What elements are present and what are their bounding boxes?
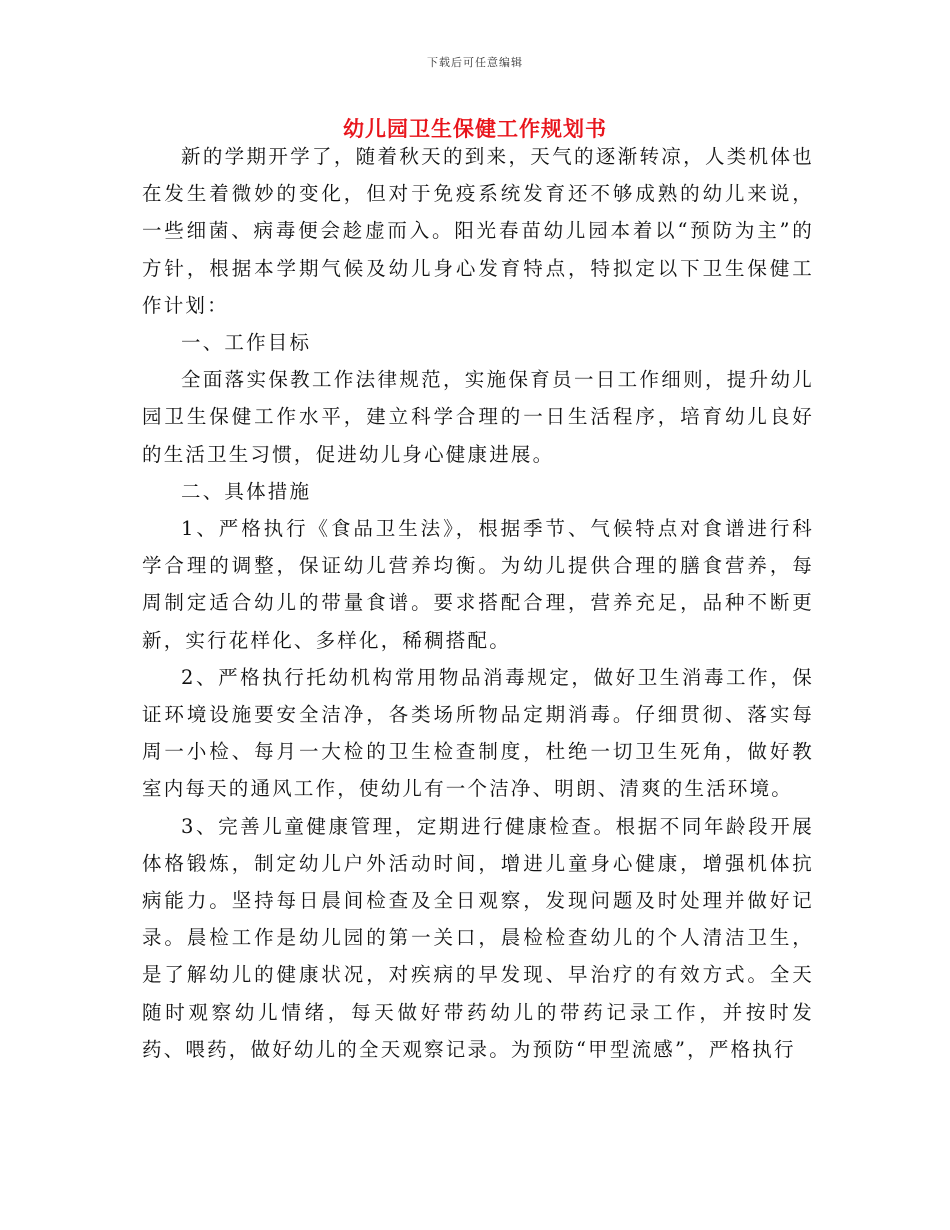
paragraph-measure-3: 3、完善儿童健康管理，定期进行健康检查。根据不同年龄段开展体格锻炼，制定幼儿户外活动时间，增进儿童身心健康，增强机体抗病能力。坚持每日晨间检查及全日观察，发现问题及时处理并做好记录。晨检工作是幼儿园的第一关口，晨检检查幼儿的个人清洁卫生，是了解幼儿的健康状况，对疾病的早发现、早治疗的有效方式。全天随时观察幼儿情绪，每天做好带药幼儿的带药记录工作，并按时发药、喂药，做好幼儿的全天观察记录。为预防“甲型流感”，严格执行 (142, 814, 814, 1061)
document-title: 幼儿园卫生保健工作规划书 (343, 116, 607, 141)
document-body (142, 138, 814, 1068)
section-heading-goals: 一、工作目标 (181, 331, 312, 355)
header-note: 下载后可任意编辑 (427, 56, 523, 69)
paragraph-goals: 全面落实保教工作法律规范，实施保育员一日工作细则，提升幼儿园卫生保健工作水平，建立科学合理的一日生活程序，培育幼儿良好的生活卫生习惯，促进幼儿身心健康进展。 (142, 368, 814, 466)
section-heading-measures: 二、具体措施 (181, 479, 312, 503)
paragraph-measure-2: 2、严格执行托幼机构常用物品消毒规定，做好卫生消毒工作，保证环境设施要安全洁净，各类场所物品定期消毒。仔细贯彻、落实每周一小检、每月一大检的卫生检查制度，杜绝一切卫生死角，做好教室内每天的通风工作，使幼儿有一个洁净、明朗、清爽的生活环境。 (142, 665, 814, 801)
paragraph-measure-1: 1、严格执行《食品卫生法》，根据季节、气候特点对食谱进行科学合理的调整，保证幼儿营养均衡。为幼儿提供合理的膳食营养，每周制定适合幼儿的带量食谱。要求搭配合理，营养充足，品种不断更新，实行花样化、多样化，稀稠搭配。 (142, 517, 814, 652)
paragraph-intro: 新的学期开学了，随着秋天的到来，天气的逐渐转凉，人类机体也在发生着微妙的变化，但对于免疫系统发育还不够成熟的幼儿来说，一些细菌、病毒便会趁虚而入。阳光春苗幼儿园本着以“预防为主”的方针，根据本学期气候及幼儿身心发育特点，特拟定以下卫生保健工作计划： (142, 145, 814, 317)
